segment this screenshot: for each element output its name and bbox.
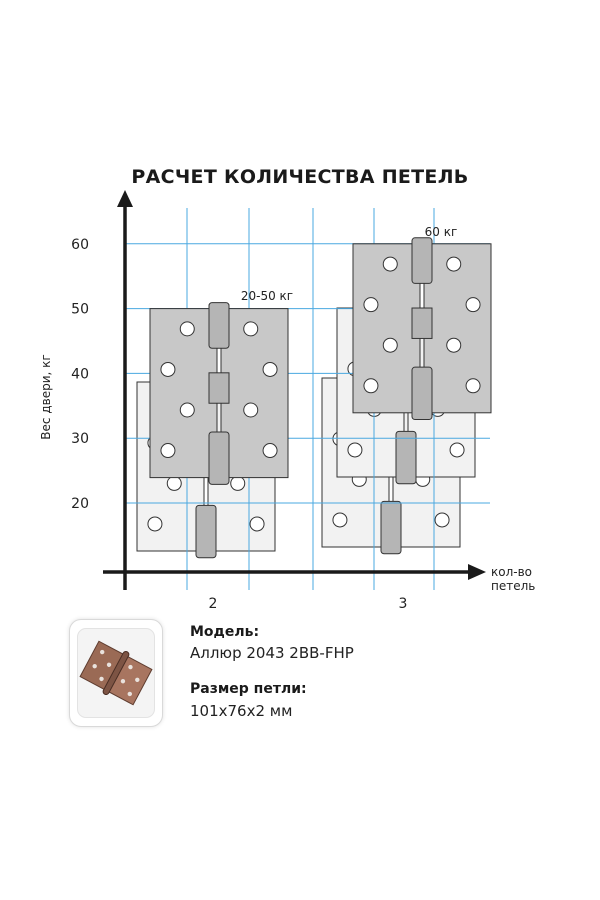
product-image-frame — [77, 628, 155, 718]
hinge-front-3 — [353, 238, 491, 420]
hinge-screw-hole — [348, 443, 362, 457]
hinge-screw-hole — [383, 338, 397, 352]
hinge-screw-hole — [466, 379, 480, 393]
hinge-knuckle — [381, 501, 401, 553]
chart-title: РАСЧЕТ КОЛИЧЕСТВА ПЕТЕЛЬ — [131, 166, 469, 188]
hinge-screw-hole — [435, 513, 449, 527]
x-axis-arrow — [468, 564, 486, 580]
y-tick-label: 20 — [71, 496, 89, 512]
y-tick-label: 30 — [71, 431, 89, 448]
hinge-knuckle — [412, 238, 432, 284]
hinge-screw-hole — [244, 403, 258, 417]
weight-annotation: 20-50 кг — [240, 289, 294, 303]
weight-annotation: 60 кг — [424, 225, 458, 239]
hinge-knuckle — [396, 431, 416, 483]
x-tick-label: 2 — [208, 596, 218, 612]
x-axis-label: петель — [491, 579, 536, 593]
hinge-screw-hole — [364, 298, 378, 312]
hinge-screw-hole — [148, 517, 162, 531]
hinge-knuckle — [209, 303, 229, 349]
hinge-screw-hole — [466, 298, 480, 312]
y-axis-label: Вес двери, кг — [39, 354, 53, 440]
x-axis-label: кол-во — [491, 565, 533, 579]
y-tick-label: 40 — [71, 366, 89, 383]
model-label: Модель: — [190, 624, 260, 640]
door-hinge-icon — [78, 629, 154, 717]
x-tick-label: 3 — [398, 596, 408, 612]
hinge-knuckle — [209, 373, 229, 403]
hinge-screw-hole — [231, 476, 245, 490]
hinge-screw-hole — [447, 338, 461, 352]
hinge-screw-hole — [447, 257, 461, 271]
hinge-front-2 — [150, 303, 288, 485]
hinge-screw-hole — [161, 444, 175, 458]
hinge-size-label: Размер петли: — [190, 681, 307, 697]
hinge-screw-hole — [364, 379, 378, 393]
product-image-card — [69, 619, 163, 727]
hinge-screw-hole — [383, 257, 397, 271]
hinge-size-value: 101x76x2 мм — [190, 702, 293, 720]
hinge-knuckle — [412, 308, 432, 338]
hinge-knuckle — [412, 367, 432, 419]
y-axis-arrow — [117, 190, 133, 207]
hinge-screw-hole — [180, 322, 194, 336]
hinge-screw-hole — [450, 443, 464, 457]
hinge-screw-hole — [333, 513, 347, 527]
hinge-knuckle — [196, 505, 216, 557]
y-tick-label: 60 — [71, 236, 89, 253]
hinge-screw-hole — [250, 517, 264, 531]
hinge-screw-hole — [263, 362, 277, 376]
hinge-screw-hole — [167, 476, 181, 490]
hinge-screw-hole — [161, 362, 175, 376]
hinge-screw-hole — [244, 322, 258, 336]
y-tick-label: 50 — [71, 301, 89, 318]
hinge-screw-hole — [263, 444, 277, 458]
hinge-screw-hole — [180, 403, 194, 417]
hinge-knuckle — [209, 432, 229, 484]
model-value: Аллюр 2043 2BB-FHP — [190, 644, 354, 662]
